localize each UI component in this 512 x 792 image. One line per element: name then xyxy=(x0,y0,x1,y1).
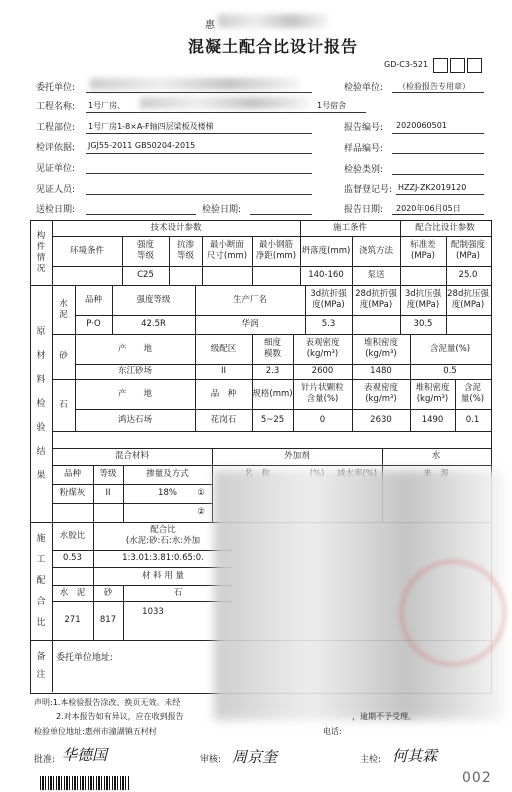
stone-bulk-h: 堆积密度 (kg/m³) xyxy=(415,383,450,404)
report-title: 混凝土配合比设计报告 xyxy=(188,37,359,56)
usage-stone-h: 石 xyxy=(173,587,183,598)
section-component: 构 件 情 况 xyxy=(36,231,46,274)
grading-zone-h: 级配区 xyxy=(210,343,237,354)
spec-h: 规格(mm) xyxy=(252,388,293,399)
usage-cement-h: 水 泥 xyxy=(59,587,86,598)
address-label: 检验单位地址:惠州市潼湖镇五村村 xyxy=(34,727,157,736)
usage-sand: 817 xyxy=(99,615,117,625)
phone-label: 电话: xyxy=(323,727,342,736)
adm-variety-h: 品种 xyxy=(63,469,81,479)
slump-h: 坍落度(mm) xyxy=(301,245,351,256)
section-construction-mix: 施 工 配 合 比 xyxy=(36,533,46,628)
cement-maker-h: 生产厂名 xyxy=(232,294,267,305)
send-date-label: 送检日期: xyxy=(36,205,76,215)
needle-h: 针片状颗粒 含量(%) xyxy=(301,383,344,404)
slump-value: 140-160 xyxy=(308,270,344,280)
water-header: 水 xyxy=(431,451,441,461)
sand-mud-h: 含泥量(%) xyxy=(429,343,471,354)
report-date-value: 2020年06月05日 xyxy=(396,204,461,213)
config-strength-h: 配制强度 (MPa) xyxy=(450,240,485,261)
cement-maker: 华润 xyxy=(241,319,259,329)
usage-cement: 271 xyxy=(64,615,81,625)
test-unit-label: 检验单位: xyxy=(344,83,384,93)
strength-grade-h: 强度 等级 xyxy=(136,240,154,261)
stone-apparent: 2630 xyxy=(370,414,392,425)
config-value: 25.0 xyxy=(458,270,478,280)
header-fragment: 惠 xyxy=(205,20,215,31)
tech-params-header: 技术设计参数 xyxy=(150,222,202,233)
project-value-a: 1号厂房、 xyxy=(88,101,126,110)
witness-unit-label: 见证单位: xyxy=(36,164,76,174)
approve-label: 批准: xyxy=(34,755,56,765)
admixture-header: 混合材料 xyxy=(114,451,149,461)
std-dev-h: 标准差 (MPa) xyxy=(410,240,436,261)
adm-dosage-h: 掺量及方式 xyxy=(146,469,189,479)
construction-cond-header: 施工条件 xyxy=(332,222,367,233)
test-unit-value: （检验报告专用章） xyxy=(398,82,470,91)
supervise-value: HZZJ-ZK2019120 xyxy=(398,183,467,192)
wc-value: 0.53 xyxy=(63,553,82,563)
impermeability-h: 抗渗 等级 xyxy=(176,240,194,261)
d28-comp-h: 28d抗压强 度(MPa) xyxy=(447,289,489,310)
client-address-label: 委托单位地址: xyxy=(56,653,114,663)
sand-bulk-h: 堆积密度 (kg/m³) xyxy=(363,338,398,359)
sand-zone: II xyxy=(220,366,226,376)
adm-grade-h: 等级 xyxy=(99,469,117,479)
redacted-client xyxy=(90,78,300,90)
sand-origin-h: 产 地 xyxy=(117,343,152,354)
d3-flex-h: 3d抗折强 度(MPa) xyxy=(310,289,347,310)
code-box-2 xyxy=(450,58,465,73)
mix-ratio-value: 1:3.01:3.81:0.65:0. xyxy=(122,553,204,563)
report-no-label: 报告编号: xyxy=(344,123,384,133)
stone-variety-h: 品 种 xyxy=(210,388,237,399)
redacted-project xyxy=(140,97,310,109)
fineness-h: 细度 模数 xyxy=(263,338,281,359)
stone-spec: 5~25 xyxy=(260,414,285,425)
stamp-mark xyxy=(400,560,506,666)
mix-ratio-title: 配合比 xyxy=(150,525,176,535)
sand-apparent-h: 表观密度 (kg/m³) xyxy=(305,338,340,359)
approve-signature: 华德国 xyxy=(62,746,108,764)
cement-grade-h: 强度等级 xyxy=(136,294,171,305)
cement-grade: 42.5R xyxy=(141,319,166,329)
statement-2: 2.对本报告如有异议，应在收到报告 xyxy=(56,712,184,721)
main-label: 主检: xyxy=(360,755,382,765)
part-label: 工程部位: xyxy=(36,123,76,133)
page-number: 002 xyxy=(462,770,492,786)
sand-fineness: 2.3 xyxy=(265,366,280,376)
sand-label: 砂 xyxy=(59,351,68,361)
stone-variety: 花岗石 xyxy=(210,414,237,425)
usage-sand-h: 砂 xyxy=(103,587,113,598)
cement-variety-h: 品种 xyxy=(84,294,102,305)
review-label: 审核: xyxy=(200,755,222,765)
statement-2-tail: ，逾期不予受理。 xyxy=(352,712,416,721)
mix-ratio-sub: (水泥:砂:石:水:外加 xyxy=(125,536,201,546)
mix-design-header: 配合比设计参数 xyxy=(415,222,475,233)
cement-d3-flex: 5.3 xyxy=(321,319,336,329)
strength-value: C25 xyxy=(137,270,154,280)
d28-flex-h: 28d抗折强 度(MPa) xyxy=(355,289,397,310)
additive-1: ① xyxy=(197,488,205,498)
stone-bulk: 1490 xyxy=(421,414,444,425)
review-signature: 周京奎 xyxy=(232,748,278,766)
code-box-3 xyxy=(467,58,482,73)
stone-apparent-h: 表观密度 (kg/m³) xyxy=(363,383,398,404)
stone-mud-value: 0.1 xyxy=(465,414,480,425)
pour-method-h: 浇筑方法 xyxy=(358,245,393,256)
stone-label: 石 xyxy=(59,399,68,410)
form-code: GD-C3-521 xyxy=(384,60,429,69)
test-date-label: 检验日期: xyxy=(202,205,242,215)
mix-ratio-h xyxy=(93,522,233,550)
basis-label: 检评依据: xyxy=(36,143,76,153)
sand-apparent: 2600 xyxy=(311,366,334,376)
sample-no-label: 样品编号: xyxy=(344,144,384,154)
barcode xyxy=(40,776,130,790)
supervise-label: 监督登记号: xyxy=(344,185,393,195)
cement-label: 水 泥 xyxy=(59,298,68,320)
section-raw-material: 原 材 料 检 验 结 果 xyxy=(36,326,46,481)
sand-mud: 0.5 xyxy=(443,366,457,376)
cement-d3-comp: 30.5 xyxy=(413,319,433,329)
d3-comp-h: 3d抗压强 度(MPa) xyxy=(404,289,442,310)
project-label: 工程名称: xyxy=(36,102,76,112)
report-no-value: 2020060501 xyxy=(396,121,447,130)
cement-variety: P·O xyxy=(86,319,101,329)
min-rebar-h: 最小钢筋 净距(mm) xyxy=(255,240,297,261)
code-box-1 xyxy=(433,58,448,73)
stone-origin-h: 产 地 xyxy=(117,388,152,399)
basis-value: JGJ55-2011 GB50204-2015 xyxy=(88,141,196,150)
witness-person-label: 见证人员: xyxy=(36,185,76,195)
adm-grade: II xyxy=(105,488,111,498)
env-cond: 环境条件 xyxy=(69,245,104,256)
main-signature: 何其霖 xyxy=(392,747,438,765)
additive-header: 外加剂 xyxy=(284,451,310,461)
pour-value: 泵送 xyxy=(367,270,385,280)
statement-1: 声明:1.本检验报告涂改、换页无效。未经 xyxy=(34,698,181,707)
part-value: 1号厂房1-8×A-F轴四层梁板及楼梯 xyxy=(88,122,214,131)
sand-origin: 东江砂场 xyxy=(117,366,152,376)
sand-bulk: 1480 xyxy=(370,366,392,376)
stone-mud-h: 含泥 量(%) xyxy=(460,383,485,404)
section-note: 备 注 xyxy=(36,652,46,680)
wc-ratio-h: 水胶比 xyxy=(59,530,86,541)
project-value-b: 1号宿舍 xyxy=(317,101,347,110)
redacted-header xyxy=(218,14,328,28)
usage-stone: 1033 xyxy=(142,606,164,617)
material-usage-h: 材 料 用 量 xyxy=(141,570,185,581)
test-type-label: 检验类别: xyxy=(344,165,384,175)
adm-dosage: 18% xyxy=(158,488,177,498)
stone-needle: 0 xyxy=(319,414,326,425)
additive-2: ② xyxy=(197,507,205,517)
client-label: 委托单位: xyxy=(36,83,76,93)
min-section-h: 最小断面 尺寸(mm) xyxy=(206,240,248,261)
adm-variety: 粉煤灰 xyxy=(59,488,86,498)
stone-origin: 鸿达石场 xyxy=(117,414,152,425)
report-date-label: 报告日期: xyxy=(344,205,384,215)
